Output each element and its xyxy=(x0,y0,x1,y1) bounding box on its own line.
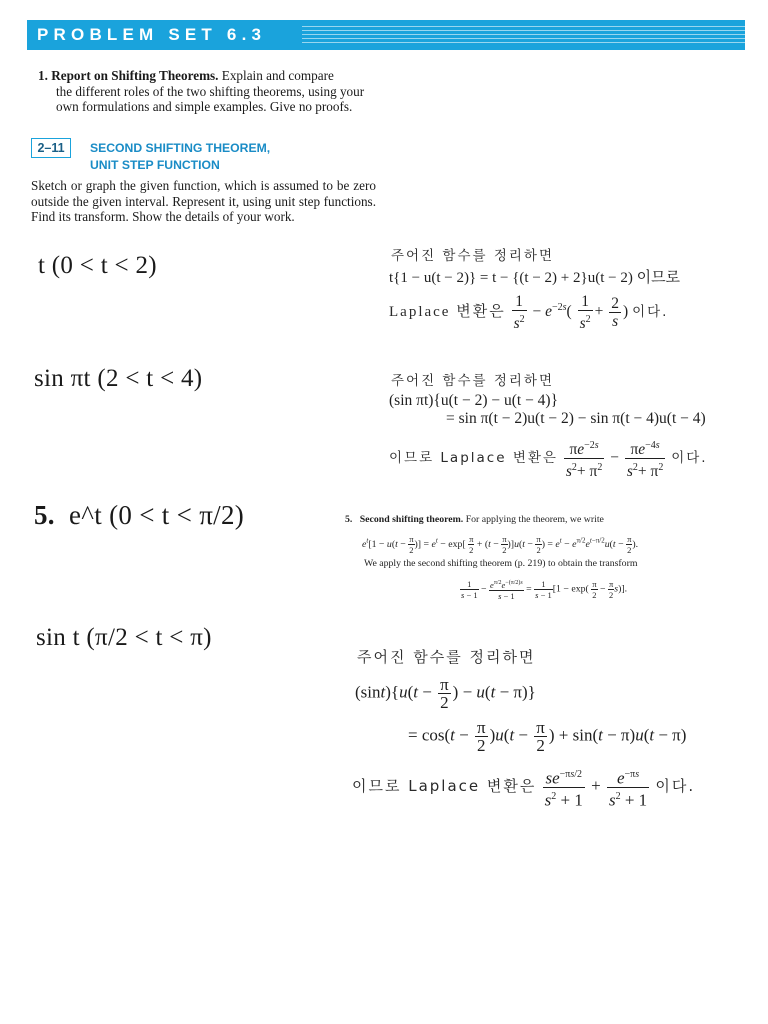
problem-5-number: 5. xyxy=(34,500,55,530)
problem-1-line1: Explain and compare xyxy=(221,68,334,83)
solution-5-intro: For applying the theorem, we write xyxy=(465,514,604,525)
solution-4-line3: = cos(t − $\frac{\pi}{2}$ )u(t − $\frac{\pi}{2}$ ) + sin(t − π)u(t − π) xyxy=(408,718,687,755)
fraction-pi-over-2-a: $\frac{\pi}{2}$ xyxy=(440,675,449,712)
problem-1-number: 1. xyxy=(38,68,48,83)
solution-5-equation: $e^t[1 - u(t$ − $\frac{\pi}{2}$ )] = $e^t - \exp$[ $\frac{\pi}{2}$ + (t − $\frac{\pi}{2}$ )]u(t − $\frac{\pi}{2}$ ) = $e^t - e^{\pi/2}e^{t-\pi/2}u(t$ − $\frac{\pi}{2}$ ). xyxy=(362,534,639,555)
header-decoration-lines xyxy=(302,26,745,44)
solution-5-header xyxy=(345,514,604,525)
problem-1-line2: the different roles of the two shifting theorems, using your xyxy=(56,83,365,99)
problem-5-expression: e^t (0 < t < π/2) xyxy=(68,500,245,530)
solution-2-line2: (sin πt){u(t − 2) − u(t − 4)} xyxy=(389,392,559,409)
solution-1-identity: t{1 − u(t − 2)} = t − {(t − 2) + 2}u(t − 2) 이므로 xyxy=(389,270,681,286)
fraction-pi-over-2-c: $\frac{\pi}{2}$ xyxy=(536,718,545,755)
solution-2-transform: 이므로 Laplace 변환은 $\frac{\pi e^{-2s}}{s^2+ \pi^2}$ − $\frac{\pi e^{-4s}}{s^2+ \pi^2}$ 이다. xyxy=(389,437,708,480)
problem-set-header xyxy=(27,20,745,50)
problem-range-label: 2–11 xyxy=(31,138,71,158)
solution-2-prefix: 이므로 Laplace 변환은 xyxy=(389,450,558,467)
solution-2-line3: = sin π(t − 2)u(t − 2) − sin π(t − 4)u(t − 4) xyxy=(446,410,706,427)
fraction-s-e-pi-s-over-2: $\frac{se^{-\pi s/2}}{s^2 + 1}$ xyxy=(544,768,583,810)
section-heading-line2: UNIT STEP FUNCTION xyxy=(90,157,220,172)
fraction-1-over-s2: $\frac{1}{s^2}$ xyxy=(513,293,525,333)
section-heading xyxy=(90,140,270,173)
solution-2-intro: 주어진 함수를 정리하면 xyxy=(391,373,554,389)
section-heading-line1: SECOND SHIFTING THEOREM, xyxy=(90,141,271,155)
solution-1-transform: Laplace 변환은 $\frac{1}{s^2}$ − $e^{-2s}$( $\frac{1}{s^2}$ + $\frac{2}{s}$ ) 이다. xyxy=(389,293,669,333)
problem-sin-t-expression: sin t (π/2 < t < π) xyxy=(36,624,212,651)
solution-5-apply-text: We apply the second shifting theorem (p. 219) to obtain the transform xyxy=(364,558,638,569)
solution-4-prefix: 이므로 Laplace 변환은 xyxy=(352,777,537,796)
fraction-2-over-s: $\frac{2}{s}$ xyxy=(611,295,620,331)
problem-1-title: Report on Shifting Theorems. xyxy=(51,68,219,83)
problem-1-line3: own formulations and simple examples. Give no proofs. xyxy=(56,99,353,115)
problem-set-title: PROBLEM SET 6.3 xyxy=(37,25,267,44)
solution-1-laplace-label: Laplace 변환은 xyxy=(389,304,506,321)
fraction-e-pi-s: $\frac{e^{-\pi s}}{s^2 + 1}$ xyxy=(608,768,648,810)
solution-4-line2: (sint){u(t − $\frac{\pi}{2}$ ) − u(t − π)} xyxy=(355,675,536,712)
problem-1 xyxy=(38,68,374,115)
fraction-1-over-s2-b: $\frac{1}{s^2}$ xyxy=(579,293,591,333)
fraction-pi-e-4s: $\frac{\pi e^{-4s}}{s^2+ \pi^2}$ xyxy=(626,440,664,481)
problem-sin-pi-t-expression: sin πt (2 < t < 4) xyxy=(34,365,203,392)
solution-1-suffix: 이다. xyxy=(632,304,669,321)
solution-5-transform: $\frac{1}{s - 1}$ − $\frac{e^{\pi/2}e^{-(\pi/2)s}}{s - 1}$ = $\frac{1}{s - 1}$ [1 − exp( $\frac{\pi}{2}$ − $\frac{\pi}{2}$ s)]. xyxy=(461,578,628,601)
solution-5-label: 5. xyxy=(345,514,353,525)
solution-4-intro: 주어진 함수를 정리하면 xyxy=(357,648,536,666)
fraction-pi-e-2s: $\frac{\pi e^{-2s}}{s^2+ \pi^2}$ xyxy=(565,440,603,481)
solution-1-intro: 주어진 함수를 정리하면 xyxy=(391,248,554,264)
problem-t-expression: t (0 < t < 2) xyxy=(38,252,157,279)
problem-5 xyxy=(34,500,244,531)
fraction-pi-over-2-b: $\frac{\pi}{2}$ xyxy=(477,718,486,755)
solution-2-suffix: 이다. xyxy=(671,450,708,467)
solution-4-suffix: 이다. xyxy=(655,777,696,796)
solution-5-title: Second shifting theorem. xyxy=(359,514,464,525)
section-instructions: Sketch or graph the given function, which is assumed to be zero outside the given interval. Represent it, using unit step functions. Find its transform. Show the details of your work. xyxy=(31,178,376,225)
solution-4-transform: 이므로 Laplace 변환은 $\frac{se^{-\pi s/2}}{s^2 + 1}$ + $\frac{e^{-\pi s}}{s^2 + 1}$ 이다. xyxy=(352,766,695,808)
